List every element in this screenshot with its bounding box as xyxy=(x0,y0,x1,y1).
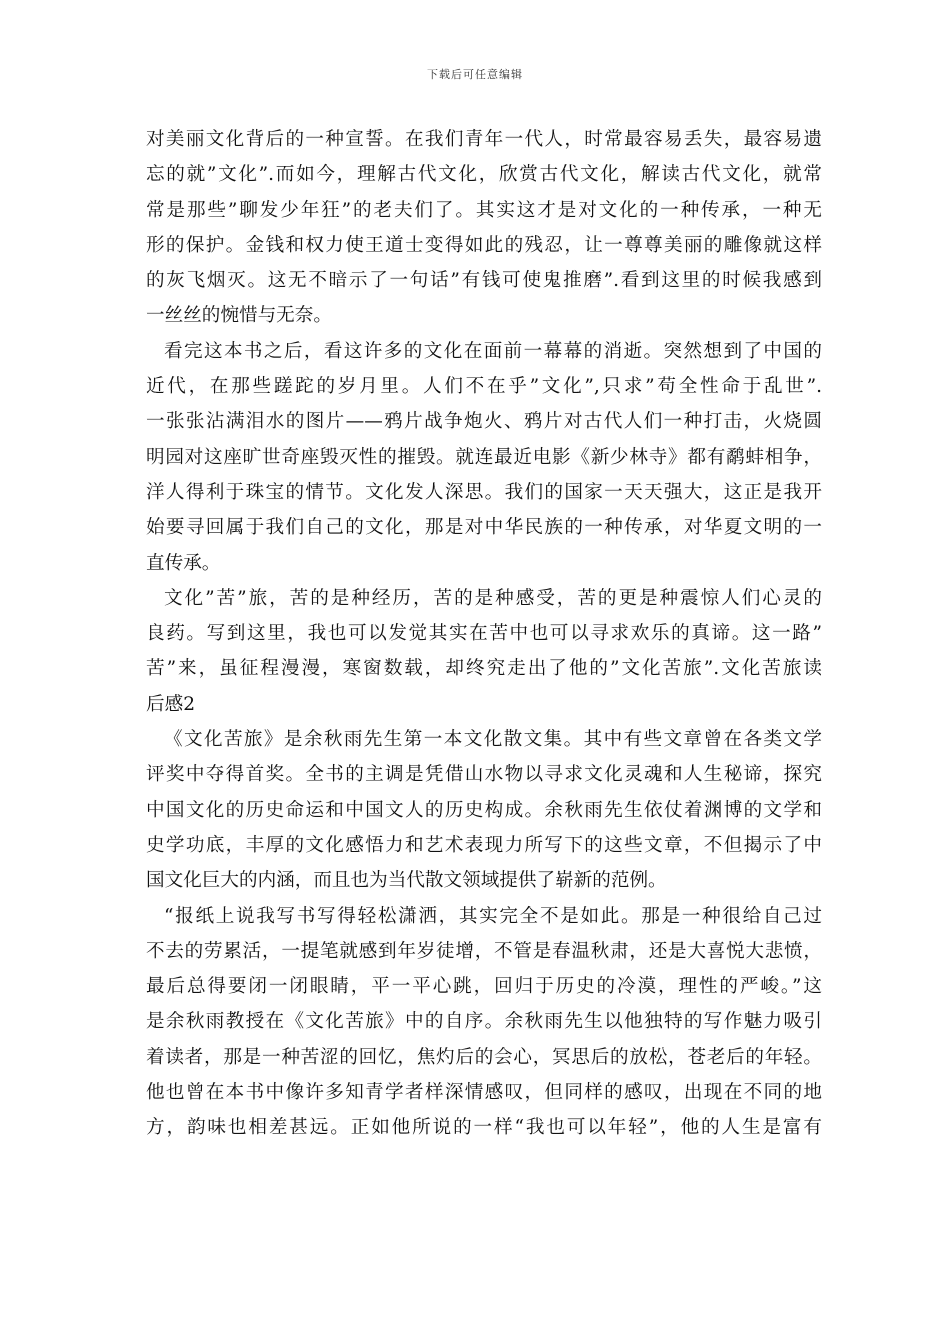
text-line: 中国文化的历史命运和中国文人的历史构成。余秋雨先生依仗着渊博的文学和 xyxy=(146,799,822,821)
text-line: 是余秋雨教授在《文化苦旅》中的自序。余秋雨先生以他独特的写作魅力吸引 xyxy=(146,1011,822,1033)
text-line: 良药。写到这里，我也可以发觉其实在苦中也可以寻求欢乐的真谛。这一路” xyxy=(146,623,822,645)
text-line: 后感2 xyxy=(146,693,196,715)
text-line: 常是那些”聊发少年狂”的老夫们了。其实这才是对文化的一种传承，一种无 xyxy=(146,199,822,221)
text-line: 他也曾在本书中像许多知青学者样深情感叹，但同样的感叹，出现在不同的地 xyxy=(146,1082,822,1104)
text-line: 着读者，那是一种苦涩的回忆，焦灼后的会心，冥思后的放松，苍老后的年轻。 xyxy=(146,1046,822,1068)
text-line: 最后总得要闭一闭眼睛，平一平心跳，回归于历史的冷漠，理性的严峻。”这 xyxy=(146,976,822,998)
text-line: 直传承。 xyxy=(146,552,221,574)
text-line: 的灰飞烟灭。这无不暗示了一句话”有钱可使鬼推磨”.看到这里的时候我感到 xyxy=(146,270,822,292)
text-line: 对美丽文化背后的一种宣誓。在我们青年一代人，时常最容易丢失，最容易遗 xyxy=(146,129,822,150)
text-line: 忘的就”文化”.而如今，理解古代文化，欣赏古代文化，解读古代文化，就常 xyxy=(146,164,822,186)
text-line: 不去的劳累活，一提笔就感到年岁徒增，不管是春温秋肃，还是大喜悦大悲愤， xyxy=(146,940,822,962)
text-line: 苦”来，虽征程漫漫，寒窗数载，却终究走出了他的”文化苦旅”.文化苦旅读 xyxy=(146,658,822,680)
text-line: 一张张沾满泪水的图片——鸦片战争炮火、鸦片对古代人们一种打击，火烧圆 xyxy=(146,411,822,433)
text-line: 近代，在那些蹉跎的岁月里。人们不在乎”文化”,只求”苟全性命于乱世”. xyxy=(146,376,822,398)
text-line: 形的保护。金钱和权力使王道士变得如此的残忍，让一尊尊美丽的雕像就这样 xyxy=(146,234,822,256)
text-line: 明园对这座旷世奇座毁灭性的摧毁。就连最近电影《新少林寺》都有鹬蚌相争， xyxy=(146,446,822,468)
text-line: 洋人得利于珠宝的情节。文化发人深思。我们的国家一天天强大，这正是我开 xyxy=(146,481,822,503)
text-line: 方，韵味也相差甚远。正如他所说的一样“我也可以年轻”，他的人生是富有 xyxy=(146,1117,822,1139)
text-line: 《文化苦旅》是余秋雨先生第一本文化散文集。其中有些文章曾在各类文学 xyxy=(164,729,822,751)
text-line: 评奖中夺得首奖。全书的主调是凭借山水物以寻求文化灵魂和人生秘谛，探究 xyxy=(146,764,822,786)
text-line: 文化”苦”旅，苦的是种经历，苦的是种感受，苦的更是种震惊人们心灵的 xyxy=(164,587,822,609)
text-line: 始要寻回属于我们自己的文化，那是对中华民族的一种传承，对华夏文明的一 xyxy=(146,517,822,539)
text-line: 史学功底，丰厚的文化感悟力和艺术表现力所写下的这些文章，不但揭示了中 xyxy=(146,834,822,856)
text-line: 一丝丝的惋惜与无奈。 xyxy=(146,305,332,327)
text-line: 国文化巨大的内涵，而且也为当代散文领域提供了崭新的范例。 xyxy=(146,870,667,892)
document-body xyxy=(146,122,822,1146)
text-line: “报纸上说我写书写得轻松潇洒，其实完全不是如此。那是一种很给自己过 xyxy=(164,905,822,927)
text-line: 看完这本书之后，看这许多的文化在面前一幕幕的消逝。突然想到了中国的 xyxy=(164,340,822,362)
page-header-note: 下载后可任意编辑 xyxy=(427,68,523,81)
